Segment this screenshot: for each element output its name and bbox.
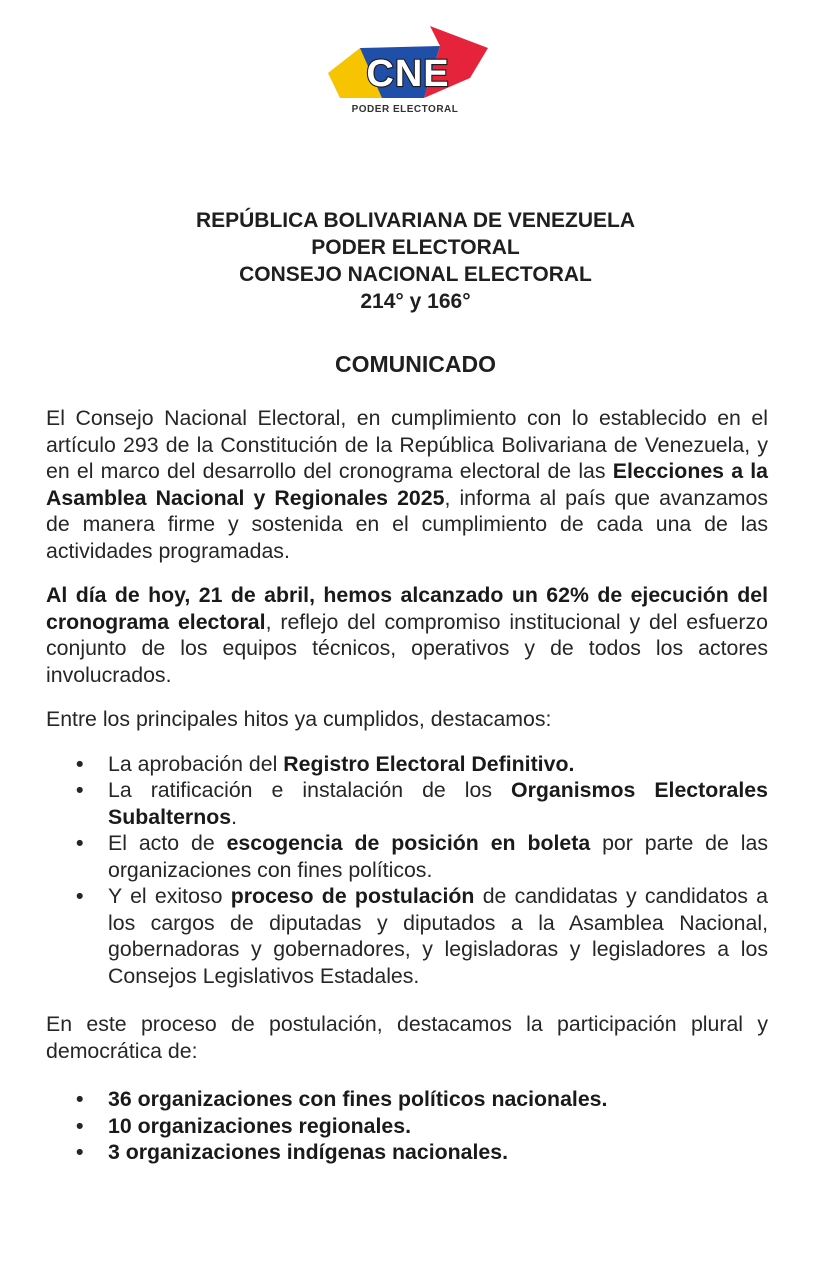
paragraph-participation-intro: En este proceso de postulación, destacamos la participación plural y democrática de: (46, 1012, 768, 1063)
list-item: • La aprobación del Registro Electoral Definitivo. (76, 751, 575, 776)
bullet-icon: • (76, 1140, 84, 1164)
list-item: • La ratificación e instalación de los Organismos Electorales Subalternos. (76, 778, 768, 829)
list-item: • 10 organizaciones regionales. (76, 1113, 412, 1138)
list-item: • 3 organizaciones indígenas nacionales. (76, 1140, 509, 1164)
heading-power: PODER ELECTORAL (311, 236, 520, 259)
heading-council: CONSEJO NACIONAL ELECTORAL (239, 263, 592, 286)
bullet-icon: • (76, 778, 84, 802)
bold-progress: Al día de hoy, 21 de abril, hemos alcanzado un 62% de ejecución del cronograma electoral (46, 583, 768, 634)
paragraph-progress: Al día de hoy, 21 de abril, hemos alcanzado un 62% de ejecución del cronograma electoral, reflejo del compromiso institucional y del esfuerzo conjunto de los equipos técnicos, operativos y de todos los actores involucrados. (46, 583, 768, 687)
list-item: • El acto de escogencia de posición en boleta por parte de las organizaciones con fines políticos. (76, 831, 768, 882)
bullet-icon: • (76, 751, 84, 776)
list-item: • 36 organizaciones con fines políticos nacionales. (76, 1087, 608, 1111)
paragraph-intro: El Consejo Nacional Electoral, en cumplimiento con lo establecido en el artículo 293 de la Constitución de la República Bolivariana de Venezuela, y en el marco del desarrollo del cronograma electoral de las Elecciones a la Asamblea Nacional y Regionales 2025, informa al país que avanzamos de manera firme y sostenida en el cumplimiento de cada una de las actividades programadas. (46, 406, 768, 563)
document-title: COMUNICADO (335, 351, 496, 377)
document-heading (0, 207, 831, 315)
document-body (46, 405, 768, 1184)
heading-republic: REPÚBLICA BOLIVARIANA DE VENEZUELA (195, 209, 636, 232)
logo-text: CNE (366, 53, 450, 95)
bullet-icon: • (76, 831, 84, 855)
heading-years: 214° y 166° (360, 290, 471, 313)
paragraph-milestones-intro: Entre los principales hitos ya cumplidos, destacamos: (46, 707, 552, 731)
organizations-list (46, 1086, 768, 1166)
bold-elections: Elecciones a la Asamblea Nacional y Regionales 2025 (46, 459, 768, 510)
bullet-icon: • (76, 1113, 84, 1138)
milestones-list (46, 751, 768, 990)
logo-caption: PODER ELECTORAL (351, 104, 459, 115)
list-item: • Y el exitoso proceso de postulación de candidatas y candidatos a los cargos de diputadas y diputados a la Asamblea Nacional, gobernadoras y gobernadores, y legisladoras y legisladores a los Consejos Legislativos Estadales. (76, 884, 768, 988)
bullet-icon: • (76, 884, 84, 908)
bullet-icon: • (76, 1087, 84, 1111)
